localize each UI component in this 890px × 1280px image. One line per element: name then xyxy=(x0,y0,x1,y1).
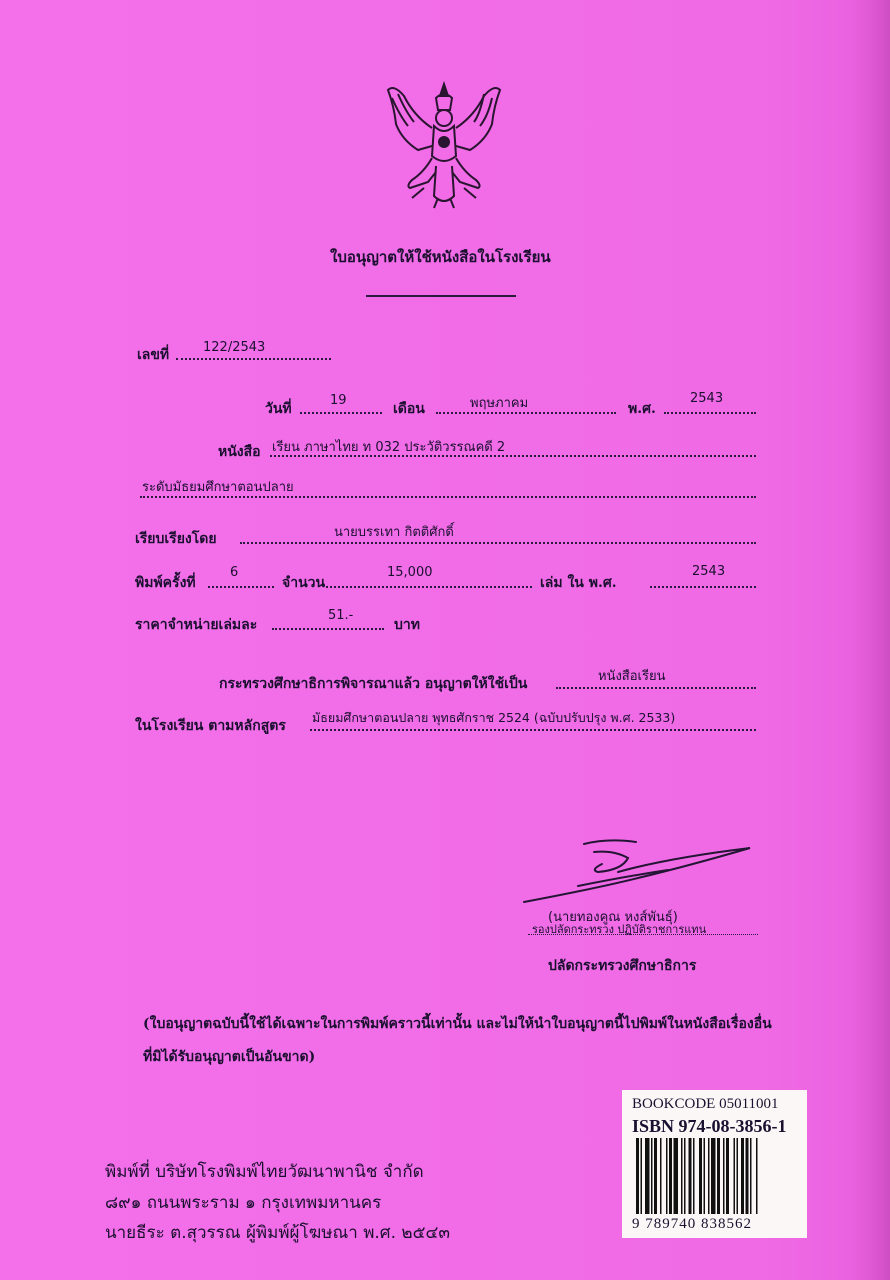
volumes-label: เล่ม ใน พ.ศ. xyxy=(540,575,617,591)
note-line-2: ที่มิได้รับอนุญาตเป็นอันขาด) xyxy=(143,1049,316,1065)
title-underline xyxy=(366,295,516,297)
bookcode-text: BOOKCODE 05011001 xyxy=(632,1096,779,1112)
printing-year-value: 2543 xyxy=(692,564,726,579)
quantity-dotted-line xyxy=(326,586,532,588)
date-value: 19 xyxy=(330,393,347,408)
signatory-office: ปลัดกระทรวงศึกษาธิการ xyxy=(548,958,697,974)
date-label: วันที่ xyxy=(265,401,292,417)
month-label: เดือน xyxy=(393,401,425,417)
year-dotted-line xyxy=(664,412,756,414)
number-dotted-line xyxy=(176,358,331,360)
year-label: พ.ศ. xyxy=(628,401,656,417)
book-value: เรียน ภาษาไทย ท 032 ประวัติวรรณคดี 2 xyxy=(272,440,506,455)
author-label: เรียบเรียงโดย xyxy=(135,531,217,547)
number-label: เลขที่ xyxy=(137,347,170,363)
garuda-emblem-icon xyxy=(384,76,506,210)
author-dotted-line xyxy=(240,542,756,544)
printing-year-dotted-line xyxy=(650,586,756,588)
book-label: หนังสือ xyxy=(218,444,261,460)
barcode-label xyxy=(622,1090,807,1238)
printing-value: 6 xyxy=(230,565,239,580)
barcode-digits: 9 789740 838562 xyxy=(632,1216,752,1232)
curriculum-label: ในโรงเรียน ตามหลักสูตร xyxy=(135,718,286,734)
month-value: พฤษภาคม xyxy=(470,396,529,411)
printer-line-1: พิมพ์ที่ บริษัทโรงพิมพ์ไทยวัฒนาพานิช จำกัด xyxy=(105,1162,424,1182)
printing-dotted-line xyxy=(208,586,274,588)
approval-value: หนังสือเรียน xyxy=(598,669,666,684)
year-value: 2543 xyxy=(690,391,724,406)
handwritten-signature xyxy=(518,836,754,908)
barcode-icon xyxy=(636,1138,796,1214)
date-dotted-line xyxy=(300,412,382,414)
isbn-text: ISBN 974-08-3856-1 xyxy=(632,1116,787,1136)
signatory-name: (นายทองคูณ หงส์พันธุ์) xyxy=(548,910,678,925)
document-title: ใบอนุญาตให้ใช้หนังสือในโรงเรียน xyxy=(330,248,551,266)
approval-text: กระทรวงศึกษาธิการพิจารณาแล้ว อนุญาตให้ใช้เป็น xyxy=(219,676,528,692)
price-value: 51.- xyxy=(328,608,354,623)
price-dotted-line xyxy=(272,628,384,630)
number-value: 122/2543 xyxy=(203,340,266,355)
curriculum-value: มัธยมศึกษาตอนปลาย พุทธศักราช 2524 (ฉบับปรับปรุง พ.ศ. 2533) xyxy=(312,710,676,725)
level-value: ระดับมัธยมศึกษาตอนปลาย xyxy=(142,480,294,495)
book-spine-shadow xyxy=(850,0,890,1280)
printer-line-2: ๘๙๑ ถนนพระราม ๑ กรุงเทพมหานคร xyxy=(105,1193,382,1213)
price-label: ราคาจำหน่ายเล่มละ xyxy=(135,617,258,633)
curriculum-dotted-line xyxy=(310,729,756,731)
signatory-position: รองปลัดกระทรวง ปฏิบัติราชการแทน xyxy=(532,923,707,936)
approval-dotted-line xyxy=(556,687,756,689)
printer-line-3: นายธีระ ต.สุวรรณ ผู้พิมพ์ผู้โฆษณา พ.ศ. ๒๕๔๓ xyxy=(105,1223,450,1243)
note-line-1: (ใบอนุญาตฉบับนี้ใช้ได้เฉพาะในการพิมพ์คราวนี้เท่านั้น และไม่ให้นำใบอนุญาตนี้ไปพิมพ์ในหนังสือเรื่องอื่น xyxy=(143,1016,772,1032)
printing-label: พิมพ์ครั้งที่ xyxy=(135,575,196,591)
author-value: นายบรรเทา กิตติศักดิ์ xyxy=(334,525,454,540)
currency-label: บาท xyxy=(394,617,420,633)
quantity-label: จำนวน xyxy=(282,575,326,591)
quantity-value: 15,000 xyxy=(387,565,433,580)
